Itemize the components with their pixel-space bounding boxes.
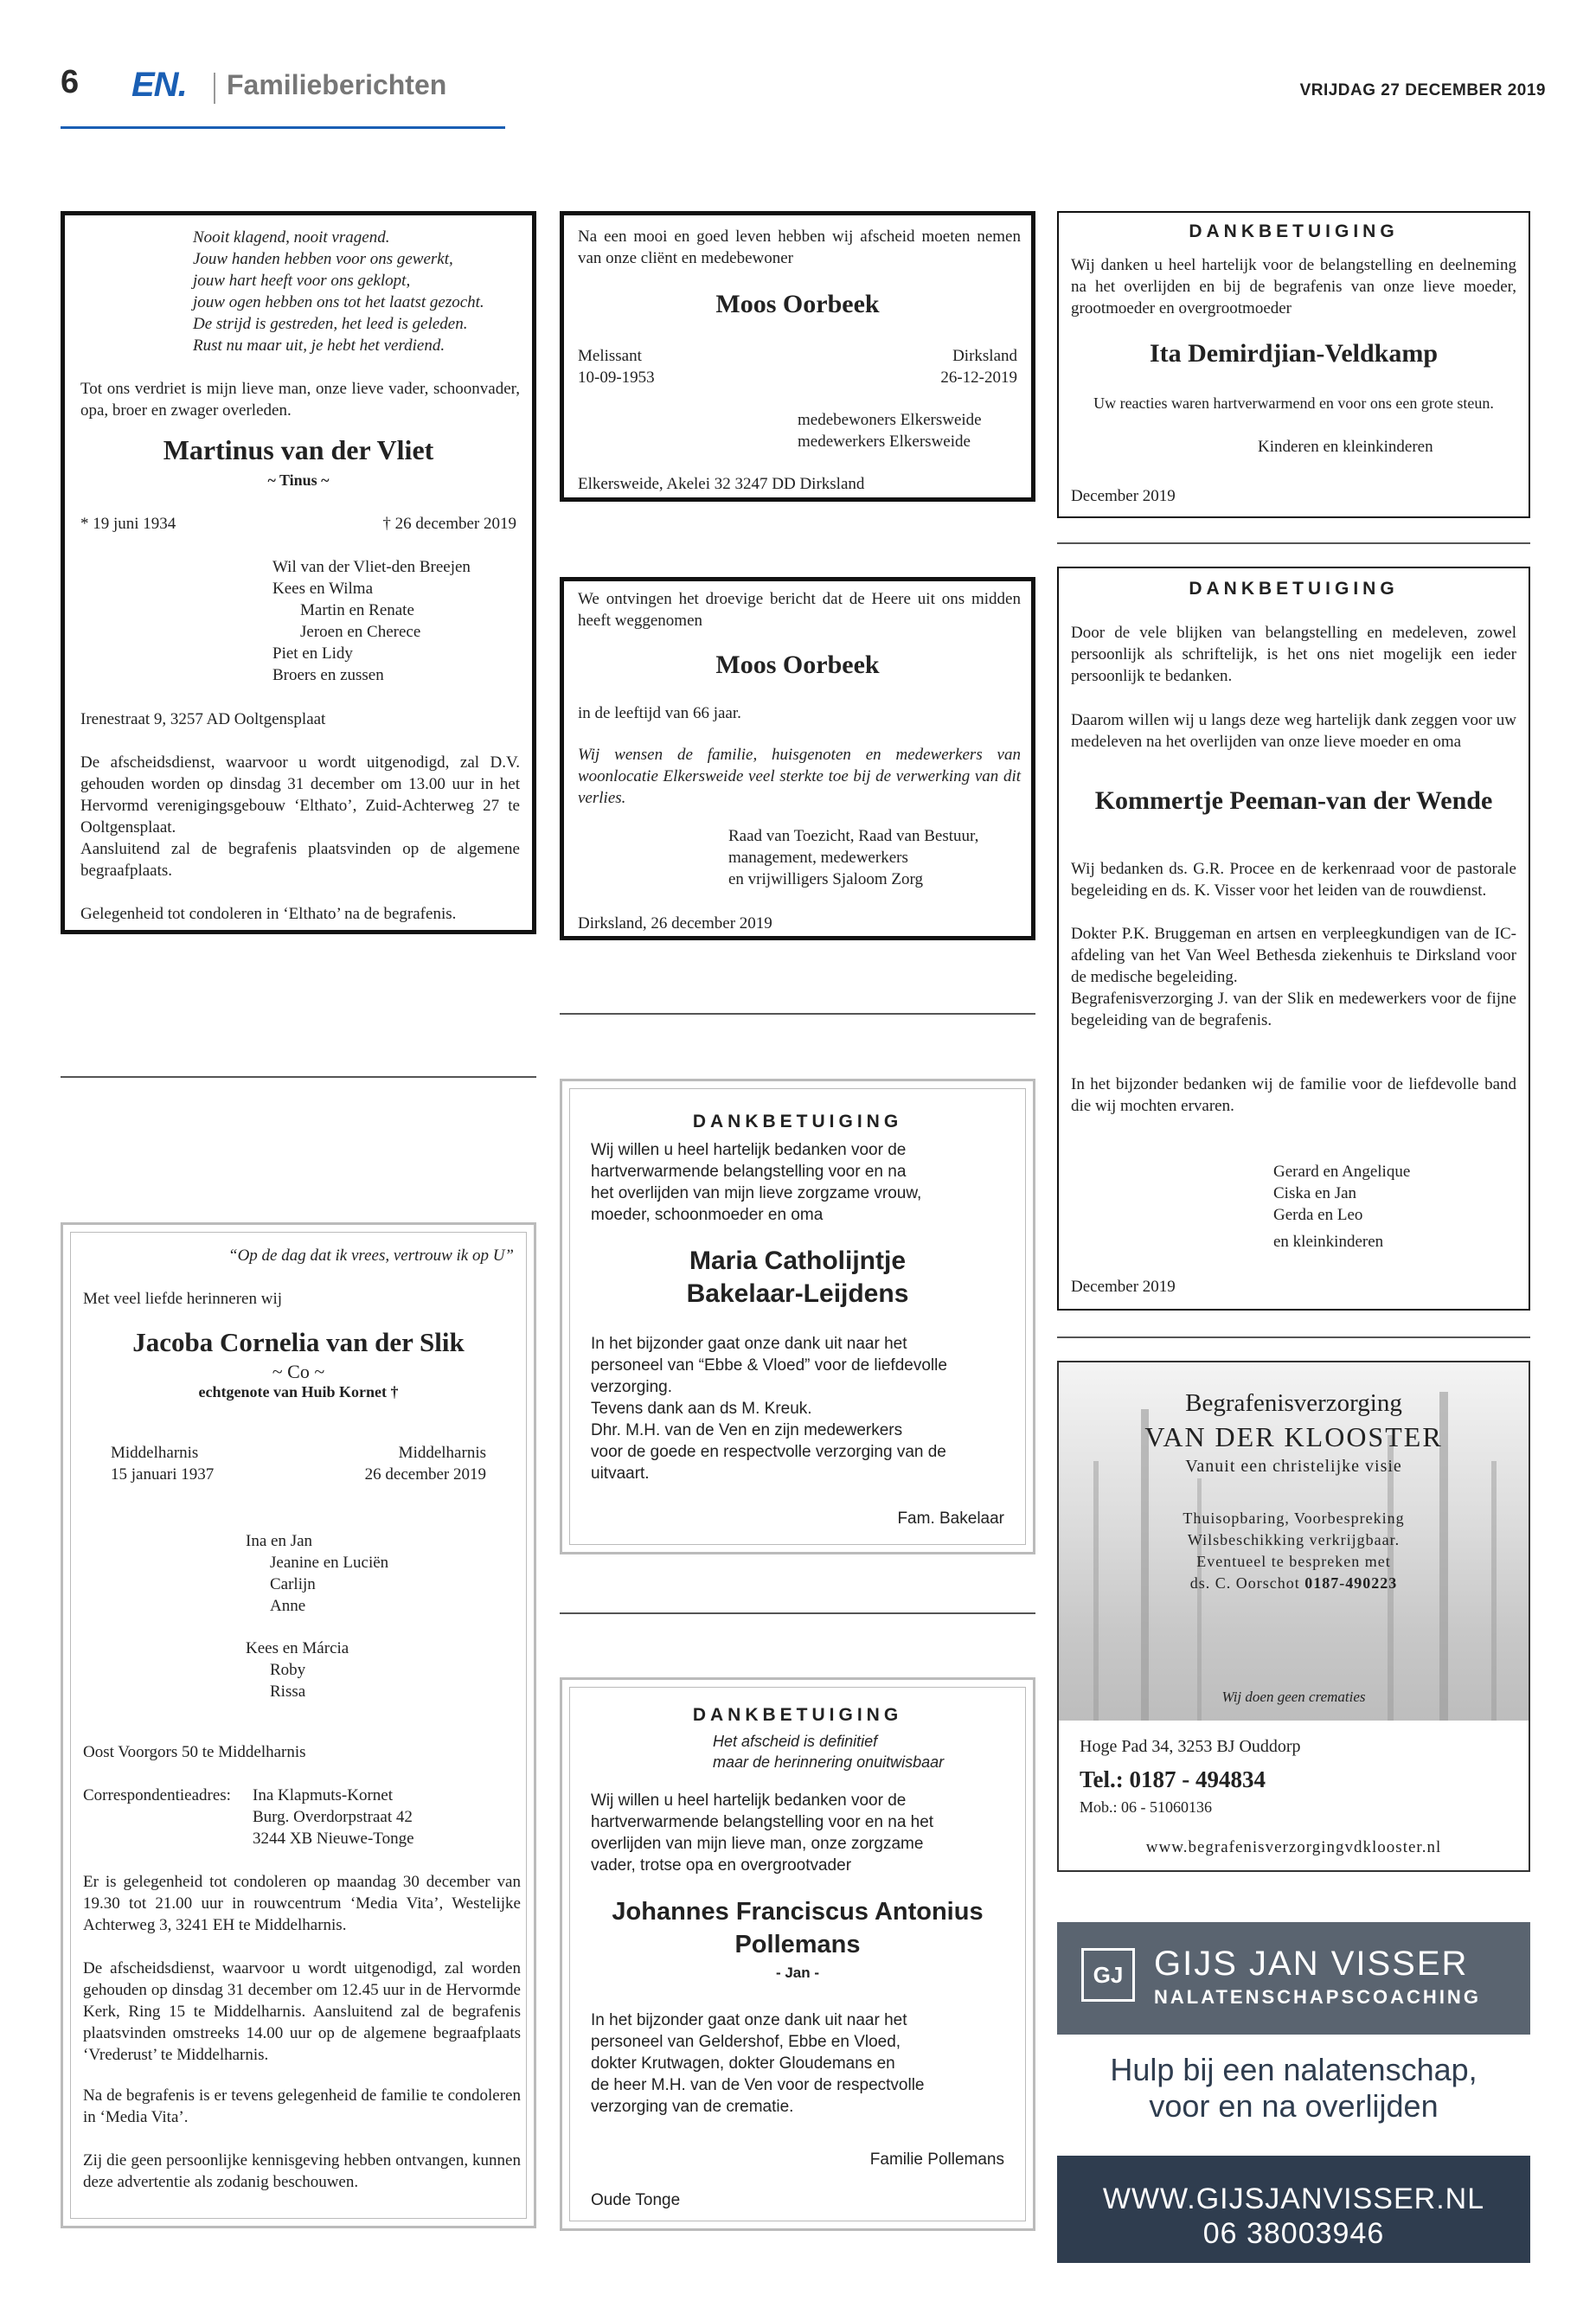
signature-line: en vrijwilligers Sjaloom Zorg (728, 870, 923, 888)
nickname: - Jan - (775, 1965, 820, 1981)
poem-line: De strijd is gestreden, het leed is geleden. (193, 315, 468, 333)
tagline: Vanuit een christelijke visie (1185, 1457, 1402, 1476)
thanks-line: Dhr. M.H. van de Ven en zijn medewerkers (591, 1421, 903, 1439)
age-text: in de leeftijd van 66 jaar. (578, 704, 741, 722)
condolence-info: Er is gelegenheid tot condoleren op maandag 30 december van 19.30 tot 21.00 uur in rouwcentrum ‘Media Vita’, Westelijke Achterweg 3, 3241 EH te Middelharnis. (83, 1873, 521, 1934)
contact-line (1059, 1573, 1529, 1594)
gj-logo-icon: GJ (1081, 1948, 1135, 2002)
service-info: De afscheidsdienst, waarvoor u wordt uitgenodigd, zal D.V. gehouden worden op dinsdag 31 december om 13.00 uur in het Hervormd verenigingsgebouw ‘Elthato’, Zuid-Achterweg 27 te Ooltgensplaat. (80, 753, 520, 836)
thanks-line: hartverwarmende belangstelling voor en na het (591, 1813, 934, 1831)
signature-line: Gerard en Angelique (1273, 1163, 1411, 1181)
obituary-van-der-vliet (61, 211, 536, 934)
family-line: Broers en zussen (272, 666, 384, 684)
correspondence-line: 3244 XB Nieuwe-Tonge (253, 1830, 414, 1848)
ad-heading: DANKBETUIGING (1189, 579, 1399, 599)
spouse-text: echtgenote van Huib Kornet † (198, 1383, 399, 1400)
slogan-line: voor en na overlijden (1149, 2088, 1439, 2124)
signature-line: medewerkers Elkersweide (798, 433, 971, 451)
ad-van-der-klooster[interactable] (1057, 1361, 1530, 1872)
note-text: Uw reacties waren hartverwarmend en voor ons een grote steun. (1093, 394, 1494, 412)
intro-text: We ontvingen het droevige bericht dat de Heere uit ons midden heeft weggenomen (578, 590, 1021, 630)
birth-date: 10-09-1953 (578, 369, 655, 387)
thanks-line: In het bijzonder gaat onze dank uit naar het (591, 1335, 907, 1353)
service-info: De afscheidsdienst, waarvoor u wordt uitgenodigd, zal worden gehouden op dinsdag 31 december om 12.45 uur in de Hervormde Kerk, Ring 15 te Middelharnis. Aansluitend zal de begrafenis plaatsvinden omstreeks 14.00 uur op de algemene begraafplaats ‘Vrederust’ te Middelharnis. (83, 1959, 521, 2064)
birth-place: Melissant (578, 347, 642, 365)
bible-quote: “Op de dag dat ik vrees, vertrouw ik op U” (228, 1247, 514, 1265)
service-line: Wilsbeschikking verkrijgbaar. (1187, 1531, 1401, 1548)
mobile[interactable]: Mob.: 06 - 51060136 (1080, 1798, 1212, 1816)
condolence-info: Gelegenheid tot condoleren in ‘Elthato’ na de begrafenis. (80, 905, 457, 923)
place: Oude Tonge (591, 2191, 681, 2209)
intro-text: Met veel liefde herinneren wij (83, 1290, 283, 1308)
newspaper-logo[interactable]: EN. (131, 66, 187, 104)
obituary-van-der-slik (61, 1222, 536, 2228)
obituary-oorbeek-sjaloom (560, 577, 1035, 940)
company-subtitle: NALATENSCHAPSCOACHING (1154, 1986, 1481, 2008)
signature: Fam. Bakelaar (897, 1509, 1004, 1528)
poem-line: Jouw handen hebben voor ons gewerkt, (193, 250, 453, 268)
thanks-line: In het bijzonder gaat onze dank uit naar het (591, 2011, 907, 2029)
paragraph: Dokter P.K. Bruggeman en artsen en verpleegkundigen van de IC-afdeling van het Van Weel Bethesda ziekenhuis te Dirksland voor de medische begeleiding. (1071, 925, 1516, 986)
ad-date: December 2019 (1071, 1278, 1176, 1296)
ad-heading: DANKBETUIGING (692, 1705, 903, 1725)
family-line: Rissa (270, 1682, 306, 1701)
signature-line: Ciska en Jan (1273, 1184, 1357, 1202)
service-line: Eventueel te bespreken met (1196, 1553, 1391, 1570)
thanks-line: overlijden van mijn lieve man, onze zorgzame (591, 1835, 924, 1853)
death-date: † 26 december 2019 (382, 515, 516, 533)
thanks-line: Wij willen u heel hartelijk bedanken voor de (591, 1141, 907, 1159)
slogan-line: Hulp bij een nalatenschap, (1110, 2052, 1477, 2087)
family-line: Piet en Lidy (272, 644, 353, 663)
thanks-line: Tevens dank aan ds M. Kreuk. (591, 1400, 812, 1418)
family-line: Kees en Márcia (246, 1639, 349, 1657)
deceased-name: Moos Oorbeek (715, 290, 880, 318)
address: Elkersweide, Akelei 32 3247 DD Dirksland (578, 475, 865, 493)
deceased-name: Moos Oorbeek (715, 651, 880, 679)
birth-place: Middelharnis (111, 1444, 199, 1462)
thanks-demirdjian (1057, 211, 1530, 518)
home-address: Oost Voorgors 50 te Middelharnis (83, 1743, 306, 1761)
correspondence-line: Burg. Overdorpstraat 42 (253, 1808, 413, 1826)
phone[interactable]: Tel.: 0187 - 494834 (1080, 1766, 1266, 1792)
signature: Familie Pollemans (869, 2150, 1004, 2169)
deceased-name: Kommertje Peeman-van der Wende (1094, 786, 1493, 815)
deceased-name: Ita Demirdjian-Veldkamp (1149, 339, 1439, 368)
thanks-pollemans (560, 1677, 1035, 2231)
edition-date: VRIJDAG 27 DECEMBER 2019 (1299, 81, 1546, 99)
nickname: ~ Tinus ~ (267, 471, 330, 489)
company-name: GIJS JAN VISSER (1154, 1945, 1469, 1983)
thanks-line: het overlijden van mijn lieve zorgzame vrouw, (591, 1184, 922, 1202)
after-info: Na de begrafenis is er tevens gelegenheid de familie te condoleren in ‘Media Vita’. (83, 2086, 521, 2126)
signature-line: Gerda en Leo (1273, 1206, 1363, 1224)
signature-line: Raad van Toezicht, Raad van Bestuur, (728, 827, 979, 845)
thanks-line: hartverwarmende belangstelling voor en na (591, 1163, 907, 1181)
column-rule (560, 1013, 1035, 1015)
burial-info: Aansluitend zal de begrafenis plaatsvinden op de algemene begraafplaats. (80, 840, 520, 880)
deceased-name: Martinus van der Vliet (163, 434, 434, 465)
thanks-line: personeel van Geldershof, Ebbe en Vloed, (591, 2033, 901, 2051)
thanks-line: verzorging van de crematie. (591, 2098, 794, 2116)
nickname: ~ Co ~ (272, 1361, 325, 1382)
header-rule (61, 126, 505, 129)
paragraph: Wij bedanken ds. G.R. Procee en de kerkenraad voor de pastorale begeleiding en ds. K. Visser voor het leiden van de rouwdienst. (1071, 860, 1516, 900)
signature-line: en kleinkinderen (1273, 1233, 1384, 1251)
paragraph: Daarom willen wij u langs deze weg hartelijk dank zeggen voor uw medeleven na het overlijden van onze lieve moeder en oma (1071, 711, 1516, 751)
deceased-name: Pollemans (734, 1931, 861, 1958)
poem-line: jouw ogen hebben ons tot het laatst gezocht. (193, 293, 484, 311)
family-line: Anne (270, 1597, 306, 1615)
quote-line: Het afscheid is definitief (713, 1733, 878, 1750)
deceased-name: Johannes Franciscus Antonius (612, 1898, 984, 1926)
signature-line: medebewoners Elkersweide (798, 411, 982, 429)
thanks-line: voor de goede en respectvolle verzorging van de (591, 1443, 946, 1461)
thanks-line: de heer M.H. van de Ven voor de respectvolle (591, 2076, 925, 2094)
family-line: Carlijn (270, 1575, 316, 1593)
deceased-name: Maria Catholijntje (689, 1247, 907, 1275)
quote-line: maar de herinnering onuitwisbaar (713, 1753, 945, 1771)
correspondence-line: Ina Klapmuts-Kornet (253, 1786, 393, 1804)
death-date: 26 december 2019 (364, 1465, 486, 1484)
poem-line: jouw hart heeft voor ons geklopt, (193, 272, 411, 290)
ad-heading: DANKBETUIGING (692, 1112, 903, 1131)
death-place: Dirksland (952, 347, 1017, 365)
thanks-text: Wij danken u heel hartelijk voor de belangstelling en deelneming na het overlijden en bij de begrafenis van onze lieve moeder, grootmoeder en overgrootmoeder (1071, 256, 1516, 317)
header-divider (214, 73, 215, 104)
intro-text: Tot ons verdriet is mijn lieve man, onze lieve vader, schoonvader, opa, broer en zwager overleden. (80, 380, 520, 420)
contact-name: ds. C. Oorschot (1189, 1574, 1300, 1592)
thanks-line: dokter Krutwagen, dokter Gloudemans en (591, 2054, 895, 2073)
family-line: Kees en Wilma (272, 580, 374, 598)
ad-heading: DANKBETUIGING (1189, 221, 1399, 241)
family-line: Wil van der Vliet-den Breejen (272, 558, 471, 576)
paragraph: Begrafenisverzorging J. van der Slik en medewerkers voor de fijne begeleiding van de begrafenis. (1071, 990, 1516, 1029)
company-title: Begrafenisverzorging (1185, 1389, 1402, 1417)
family-line: Jeanine en Luciën (270, 1554, 389, 1572)
family-line: Jeroen en Cherece (300, 623, 421, 641)
thanks-line: vader, trotse opa en overgrootvader (591, 1856, 852, 1875)
thanks-bakelaar (560, 1079, 1035, 1554)
birth-date: * 19 juni 1934 (80, 515, 176, 533)
place-date: Dirksland, 26 december 2019 (578, 914, 772, 933)
birth-date: 15 januari 1937 (111, 1465, 215, 1484)
home-address: Irenestraat 9, 3257 AD Ooltgensplaat (80, 710, 326, 728)
thanks-peeman (1057, 567, 1530, 1311)
no-cremation: Wij doen geen crematies (1221, 1689, 1366, 1705)
column-rule (560, 1612, 1035, 1614)
thanks-line: personeel van “Ebbe & Vloed” voor de liefdevolle (591, 1356, 947, 1375)
section-title: Familieberichten (227, 69, 447, 100)
sympathy-text: Wij wensen de familie, huisgenoten en medewerkers van woonlocatie Elkersweide veel sterkte toe bij de verwerking van dit verlies. (578, 746, 1021, 807)
signature: Kinderen en kleinkinderen (1258, 438, 1433, 456)
column-rule (61, 1076, 536, 1078)
ad-gijs-jan-visser[interactable] (1057, 1922, 1530, 2263)
phone[interactable]: 06 38003946 (1202, 2217, 1385, 2250)
death-date: 26-12-2019 (940, 369, 1017, 387)
family-line: Martin en Renate (300, 601, 414, 619)
thanks-line: verzorging. (591, 1378, 672, 1396)
thanks-line: moeder, schoonmoeder en oma (591, 1206, 824, 1224)
notice-text: Zij die geen persoonlijke kennisgeving hebben ontvangen, kunnen deze advertentie als zodanig beschouwen. (83, 2151, 521, 2191)
signature-line: management, medewerkers (728, 849, 908, 867)
thanks-line: Wij willen u heel hartelijk bedanken voor de (591, 1791, 907, 1810)
poem-line: Nooit klagend, nooit vragend. (193, 228, 390, 247)
obituary-oorbeek-elkersweide (560, 211, 1035, 502)
poem-line: Rust nu maar uit, je hebt het verdiend. (193, 336, 445, 355)
deceased-name: Bakelaar-Leijdens (686, 1279, 909, 1308)
death-place: Middelharnis (398, 1444, 486, 1462)
website-link[interactable]: WWW.GIJSJANVISSER.NL (1102, 2182, 1485, 2215)
thanks-line: uitvaart. (591, 1465, 650, 1483)
family-line: Roby (270, 1661, 306, 1679)
service-line: Thuisopbaring, Voorbespreking (1183, 1509, 1405, 1527)
address: Hoge Pad 34, 3253 BJ Ouddorp (1080, 1737, 1301, 1756)
correspondence-label: Correspondentieadres: (83, 1786, 231, 1804)
ad-date: December 2019 (1071, 487, 1176, 505)
deceased-name: Jacoba Cornelia van der Slik (132, 1327, 465, 1357)
paragraph: Door de vele blijken van belangstelling en medeleven, zowel persoonlijk als schriftelijk, is het ons niet mogelijk een ieder persoonlijk te bedanken. (1071, 624, 1516, 685)
page-number: 6 (61, 64, 80, 100)
column-rule (1057, 1336, 1530, 1338)
paragraph: In het bijzonder bedanken wij de familie voor de liefdevolle band die wij mochten ervaren. (1071, 1075, 1516, 1115)
intro-text: Na een mooi en goed leven hebben wij afscheid moeten nemen van onze cliënt en medebewoner (578, 228, 1021, 267)
company-name: VAN DER KLOOSTER (1144, 1421, 1443, 1452)
website-link[interactable]: www.begrafenisverzorgingvdklooster.nl (1145, 1838, 1442, 1856)
column-rule (1057, 542, 1530, 544)
family-line: Ina en Jan (246, 1532, 313, 1550)
contact-phone: 0187-490223 (1304, 1574, 1398, 1592)
